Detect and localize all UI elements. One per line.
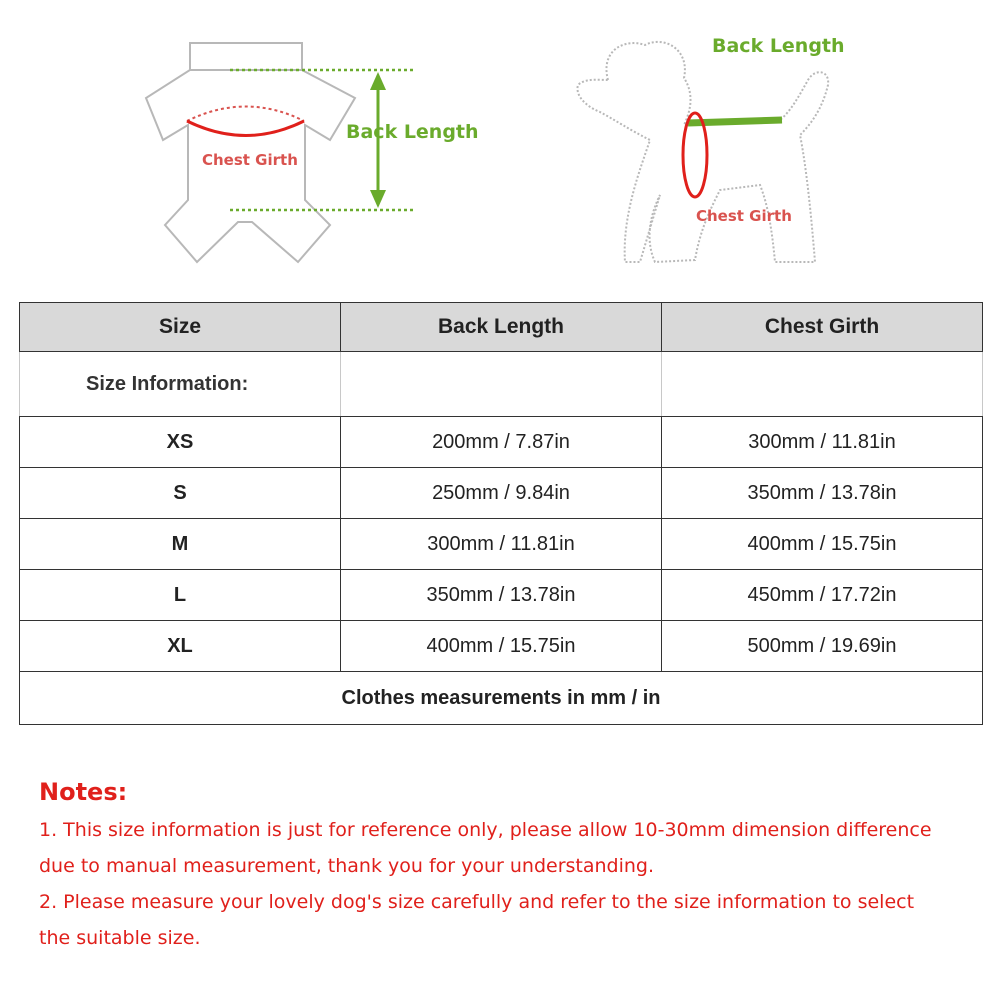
table-row	[20, 570, 983, 621]
size-cell: XS	[20, 417, 341, 468]
clothes-chest-girth-label: Chest Girth	[202, 151, 298, 169]
table-header-row	[20, 303, 983, 352]
empty-cell	[341, 352, 662, 417]
size-table	[19, 302, 983, 725]
table-row	[20, 417, 983, 468]
notes-line: the suitable size.	[39, 927, 201, 949]
size-cell: M	[20, 519, 341, 570]
size-cell: XL	[20, 621, 341, 672]
size-info-label: Size Information:	[20, 352, 341, 417]
header-back-length: Back Length	[341, 303, 662, 352]
back-length-cell: 300mm / 11.81in	[341, 519, 662, 570]
size-cell: S	[20, 468, 341, 519]
dog-chest-girth-label: Chest Girth	[696, 207, 792, 225]
size-cell: L	[20, 570, 341, 621]
back-length-cell: 250mm / 9.84in	[341, 468, 662, 519]
table-row	[20, 519, 983, 570]
table-row	[20, 621, 983, 672]
notes-line: 2. Please measure your lovely dog's size carefully and refer to the size information to select	[39, 891, 915, 913]
chest-girth-cell: 300mm / 11.81in	[662, 417, 983, 468]
notes-title: Notes:	[39, 778, 128, 806]
size-info-row	[20, 352, 983, 417]
empty-cell	[662, 352, 983, 417]
notes-section	[39, 778, 969, 956]
illustrations	[0, 0, 1000, 300]
dog-illustration	[577, 42, 828, 262]
table-row	[20, 468, 983, 519]
table-footer: Clothes measurements in mm / in	[20, 672, 983, 725]
header-size: Size	[20, 303, 341, 352]
chest-girth-cell: 450mm / 17.72in	[662, 570, 983, 621]
measurement-diagram	[0, 0, 1000, 300]
back-length-cell: 200mm / 7.87in	[341, 417, 662, 468]
chest-girth-cell: 500mm / 19.69in	[662, 621, 983, 672]
table-footer-row	[20, 672, 983, 725]
chest-girth-cell: 400mm / 15.75in	[662, 519, 983, 570]
clothes-back-length-label: Back Length	[346, 121, 479, 143]
chest-girth-cell: 350mm / 13.78in	[662, 468, 983, 519]
dog-back-length-label: Back Length	[712, 35, 845, 57]
back-length-cell: 400mm / 15.75in	[341, 621, 662, 672]
back-length-cell: 350mm / 13.78in	[341, 570, 662, 621]
notes-line: due to manual measurement, thank you for your understanding.	[39, 855, 655, 877]
notes-line: 1. This size information is just for reference only, please allow 10-30mm dimension difference	[39, 819, 932, 841]
header-chest-girth: Chest Girth	[662, 303, 983, 352]
